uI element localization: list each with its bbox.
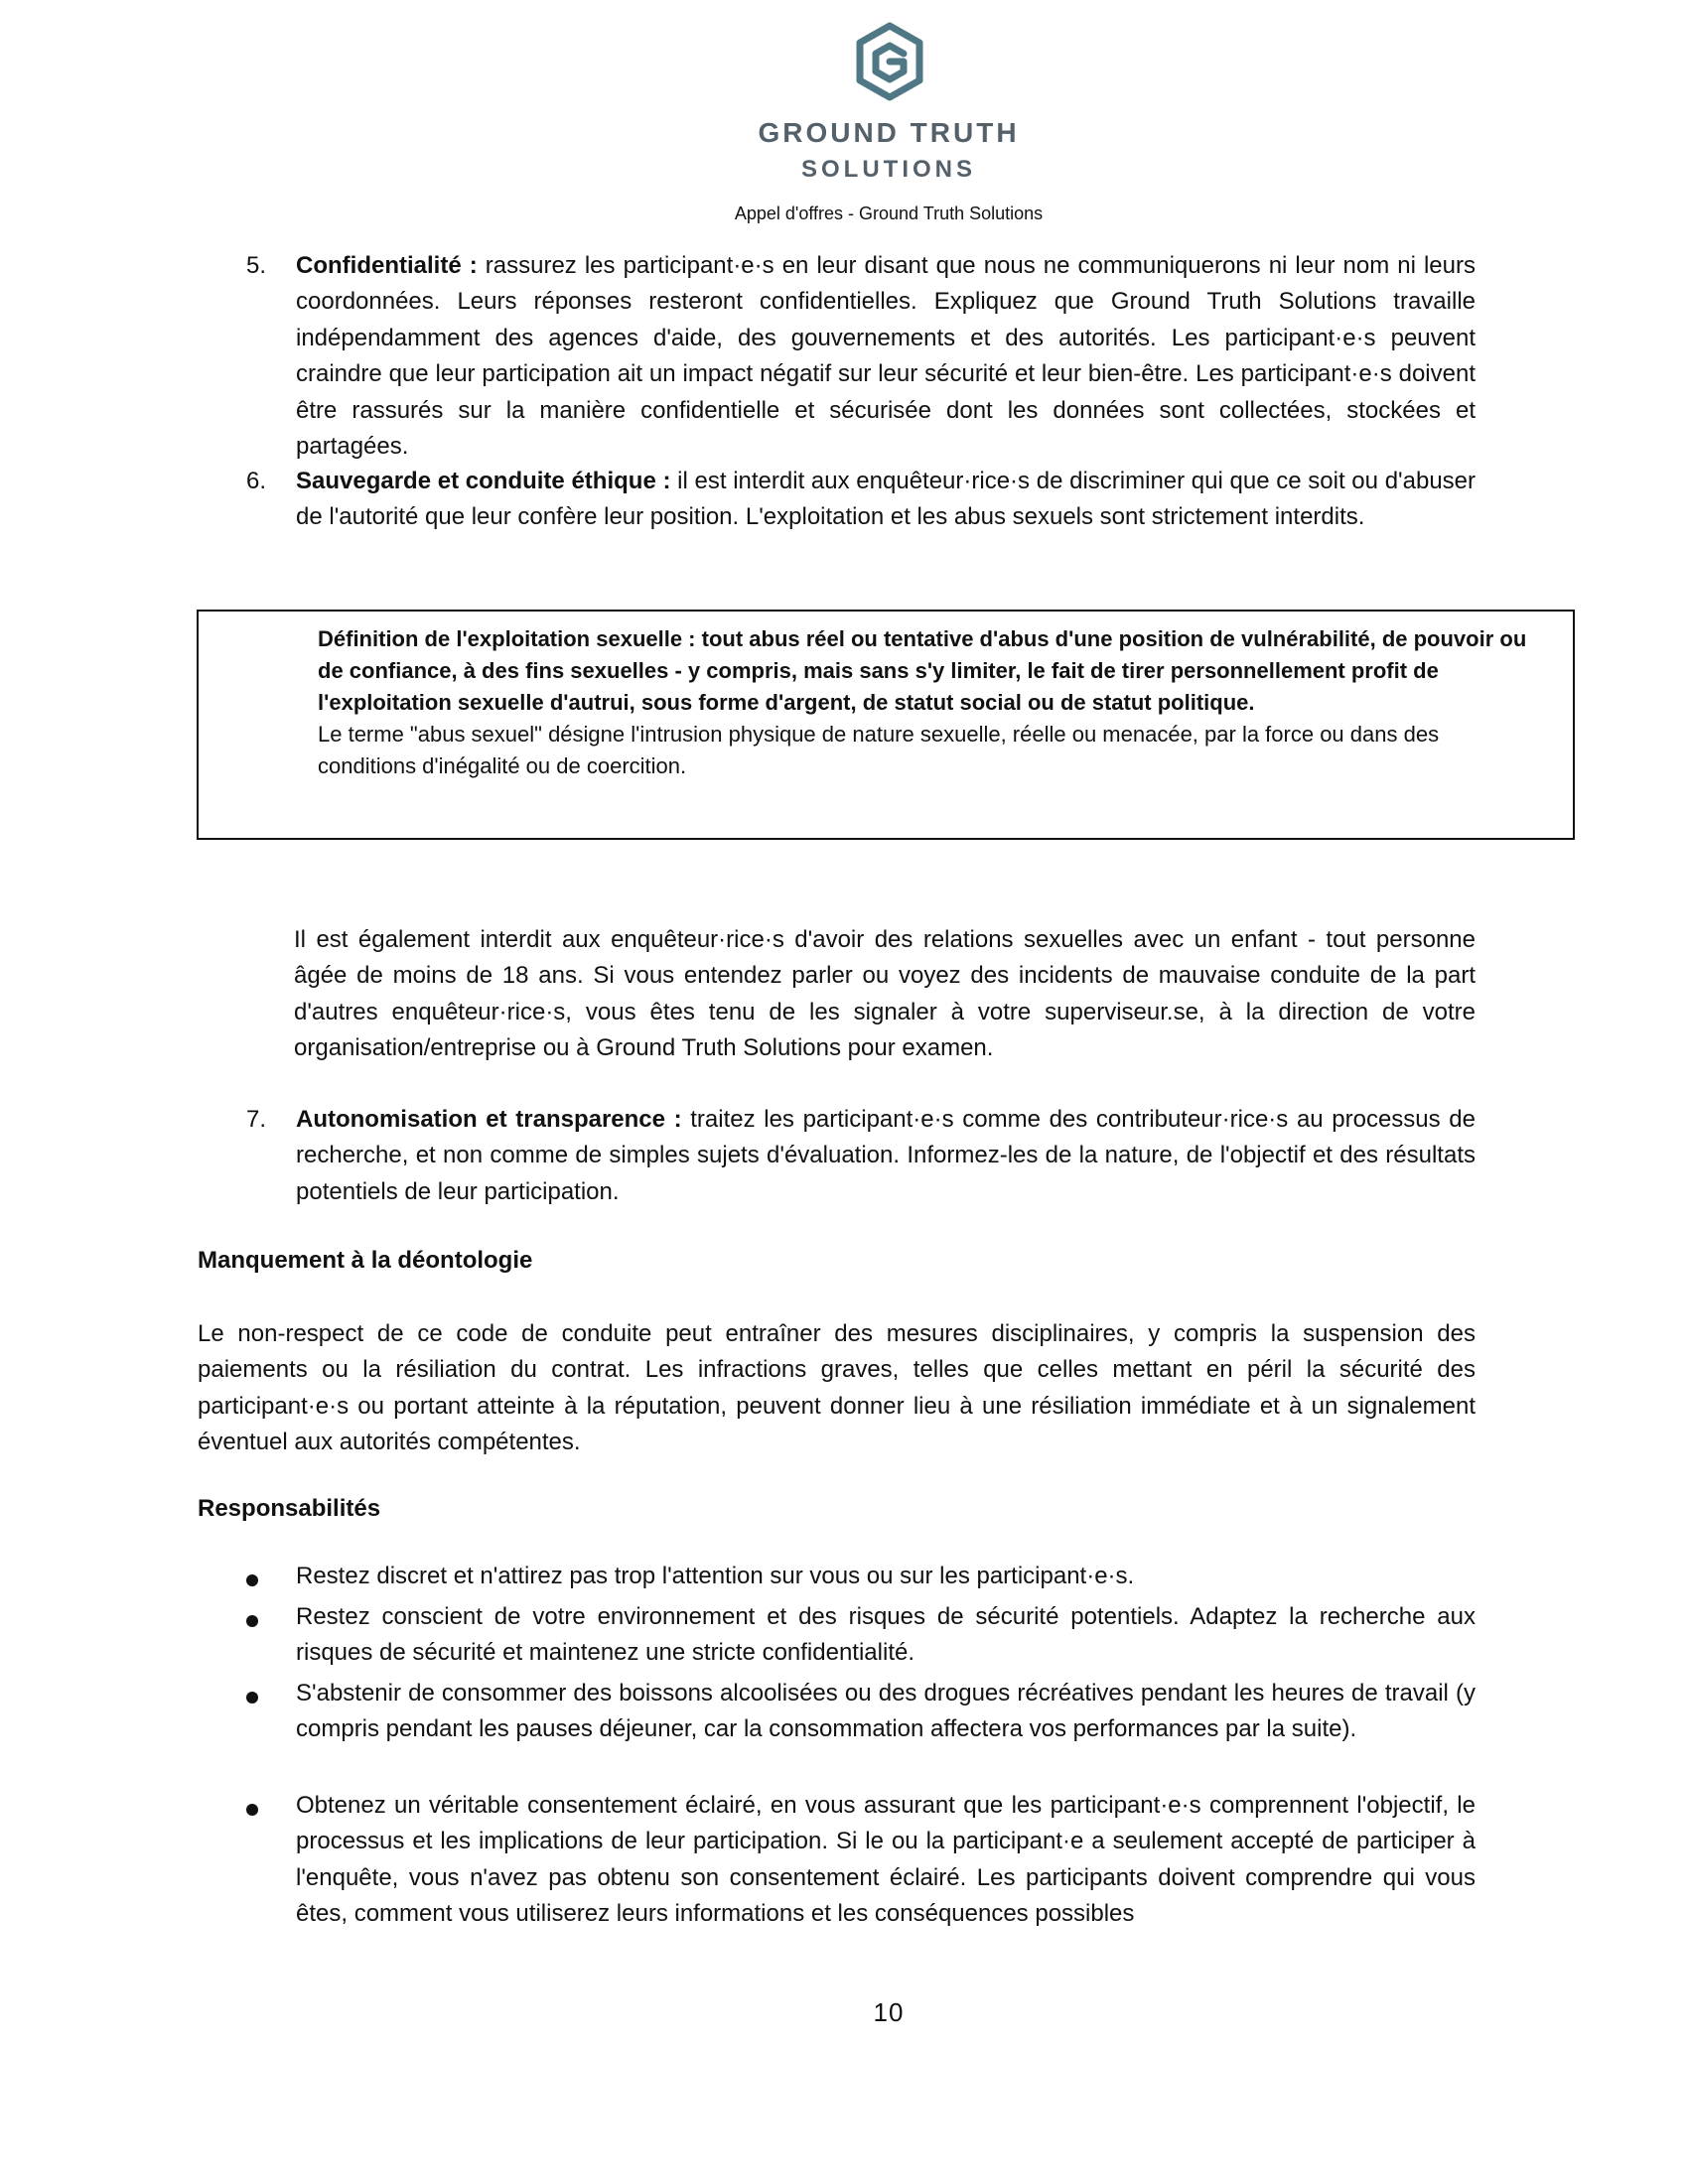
sexual-exploitation-definition: Définition de l'exploitation sexuelle : tout abus réel ou tentative d'abus d'une position de vulnérabilité, de pouvoir ou de confiance, à des fins sexuelles - y compris, mais sans s'y limiter, le fait de tirer personnellement profit de l'exploitation sexuelle d'autrui, sous forme d'argent, de statut social ou de statut politique. [318, 626, 1527, 715]
list-item-empowerment [296, 1102, 1476, 1210]
bullet-icon [246, 1804, 258, 1816]
item-text: traitez les participant·e·s comme des contributeur·rice·s au processus de recherche, et non comme de simples sujets d'évaluation. Informez-les de la nature, de l'objectif et des résultats potentiels de leur participation. [296, 1106, 1476, 1205]
brand-subname: SOLUTIONS [800, 156, 976, 183]
ground-truth-logo-icon [854, 22, 925, 101]
item-title: Confidentialité : [296, 252, 478, 279]
sexual-abuse-definition: Le terme "abus sexuel" désigne l'intrusion physique de nature sexuelle, réelle ou menacée, par la force ou dans des conditions d'inégalité ou de coercition. [318, 722, 1440, 778]
item-number: 6. [245, 468, 266, 494]
responsibility-item: Restez conscient de votre environnement et des risques de sécurité potentiels. Adaptez la recherche aux risques de sécurité et maintenez une stricte confidentialité. [296, 1603, 1476, 1667]
brand-name: GROUND TRUTH [758, 117, 1020, 148]
item-text: rassurez les participant·e·s en leur disant que nous ne communiquerons ni leur nom ni leurs coordonnées. Leurs réponses resteront confidentielles. Expliquez que Ground Truth Solutions travaille indépendamment des agences d'aide, des gouvernements et des autorités. Les participant·e·s peuvent craindre que leur participation ait un impact négatif sur leur sécurité et leur bien-être. Les participant·e·s doivent être rassurés sur la manière confidentielle et sécurisée dont les données sont collectées, stockées et partagées. [296, 252, 1476, 461]
document-subtitle: Appel d'offres - Ground Truth Solutions [734, 204, 1044, 223]
section-heading-breach: Manquement à la déontologie [198, 1247, 533, 1274]
item-number: 5. [245, 252, 266, 279]
responsibility-item: Obtenez un véritable consentement éclairé, en vous assurant que les participant·e·s comprennent l'objectif, le processus et les implications de leur participation. Si le ou la participant·e a seulement accepté de participer à l'enquête, vous n'avez pas obtenu son consentement éclairé. Les participants doivent comprendre qui vous êtes, comment vous utiliserez leurs informations et les conséquences possibles [296, 1792, 1476, 1928]
list-item-safeguarding [296, 464, 1476, 536]
page-number: 10 [873, 1997, 905, 2027]
item-title: Autonomisation et transparence : [296, 1106, 682, 1133]
responsibility-item: Restez discret et n'attirez pas trop l'attention sur vous ou sur les participant·e·s. [296, 1563, 1135, 1589]
item-title: Sauvegarde et conduite éthique : [296, 468, 671, 494]
bullet-icon [246, 1615, 258, 1627]
bullet-icon [246, 1574, 258, 1586]
responsibility-item: S'abstenir de consommer des boissons alcoolisées ou des drogues récréatives pendant les heures de travail (y compris pendant les pauses déjeuner, car la consommation affectera vos performances par la suite). [296, 1680, 1476, 1743]
definition-box [197, 610, 1575, 840]
bullet-icon [246, 1692, 258, 1704]
breach-paragraph: Le non-respect de ce code de conduite peut entraîner des mesures disciplinaires, y compris la suspension des paiements ou la résiliation du contrat. Les infractions graves, telles que celles mettant en péril la sécurité des participant·e·s ou portant atteinte à la réputation, peuvent donner lieu à une résiliation immédiate et à un signalement éventuel aux autorités compétentes. [198, 1320, 1476, 1456]
child-protection-paragraph: Il est également interdit aux enquêteur·rice·s d'avoir des relations sexuelles avec un enfant - tout personne âgée de moins de 18 ans. Si vous entendez parler ou voyez des incidents de mauvaise conduite de la part d'autres enquêteur·rice·s, vous êtes tenu de les signaler à votre superviseur.se, à la direction de votre organisation/entreprise ou à Ground Truth Solutions pour examen. [294, 926, 1476, 1062]
item-text: il est interdit aux enquêteur·rice·s de discriminer qui que ce soit ou d'abuser de l'autorité que leur confère leur position. L'exploitation et les abus sexuels sont strictement interdits. [296, 468, 1476, 531]
list-item-confidentiality [296, 248, 1476, 465]
section-heading-responsibilities: Responsabilités [198, 1495, 381, 1522]
item-number: 7. [245, 1106, 266, 1133]
